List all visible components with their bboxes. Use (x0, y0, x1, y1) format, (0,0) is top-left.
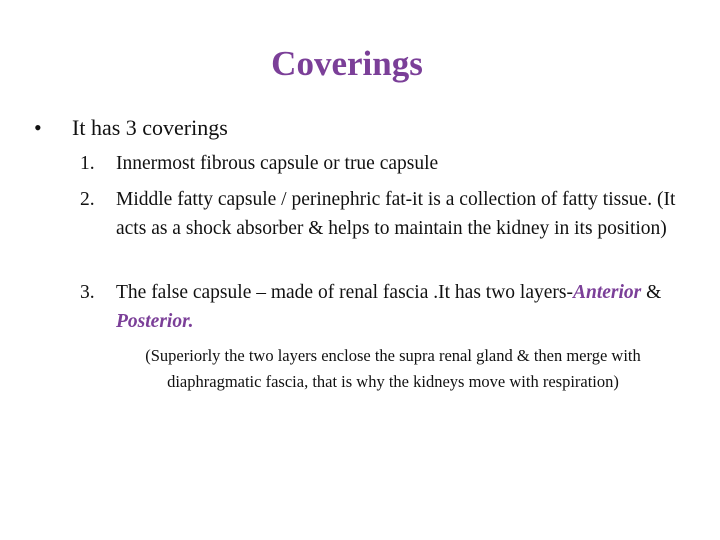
list-number-1: 1. (80, 153, 95, 174)
list-number-2: 2. (80, 189, 95, 210)
slide-title: Coverings (271, 44, 423, 83)
list-text-3 (116, 278, 680, 336)
list-text-2: Middle fatty capsule / perinephric fat-it is a collection of fatty tissue. (It acts as a shock absorber & helps to maintain the kidney in its position) (116, 189, 676, 239)
main-bullet-text: It has 3 coverings (72, 115, 228, 140)
emphasis-posterior: Posterior. (116, 311, 194, 332)
list-item-2 (80, 185, 680, 243)
main-bullet (34, 112, 228, 144)
list-text-3-lead: The false capsule – made of renal fascia .It has two layers- (116, 282, 573, 303)
list-text-3-joiner: & (641, 282, 662, 303)
bullet-icon: • (34, 115, 42, 140)
list-number-3: 3. (80, 282, 95, 303)
emphasis-anterior: Anterior (572, 282, 642, 303)
note-paragraph: (Superiorly the two layers enclose the supra renal gland & then merge with diaphragmatic fascia, that is why the kidneys move with respiration) (145, 346, 641, 391)
list-item-1 (80, 149, 680, 178)
list-text-1: Innermost fibrous capsule or true capsule (116, 153, 439, 174)
list-item-3 (80, 278, 680, 336)
